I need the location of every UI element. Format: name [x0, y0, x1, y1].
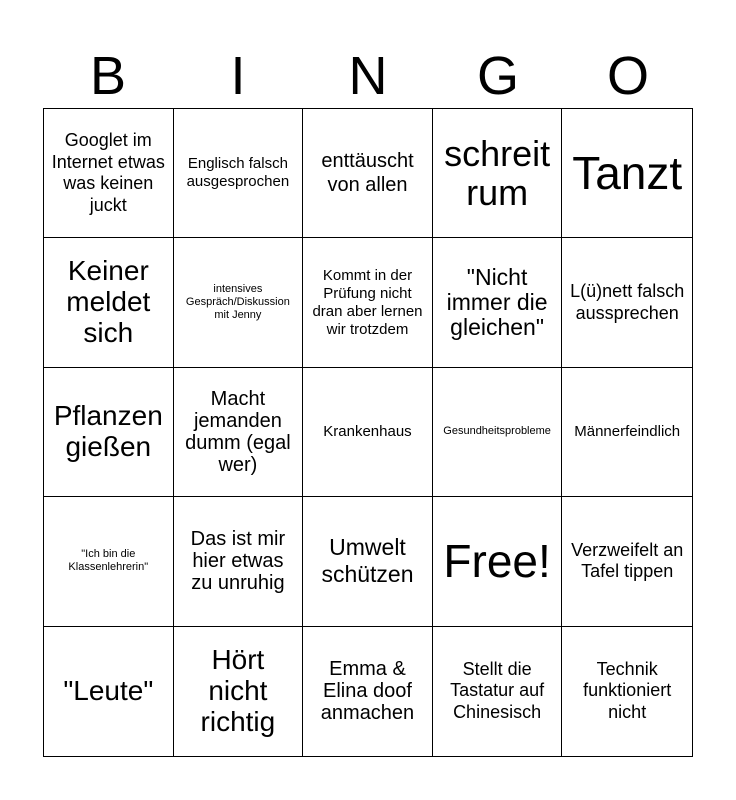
- bingo-header: [43, 44, 693, 108]
- bingo-cell[interactable]: Keiner meldet sich: [44, 238, 174, 367]
- header-letter-o: O: [606, 46, 649, 106]
- bingo-cell[interactable]: "Ich bin die Klassenlehrerin": [44, 497, 174, 626]
- header-letter-g: G: [476, 46, 519, 106]
- free-space-cell[interactable]: Free!: [433, 497, 563, 626]
- bingo-cell[interactable]: Stellt die Tastatur auf Chinesisch: [433, 627, 563, 756]
- bingo-cell[interactable]: Englisch falsch ausgesprochen: [174, 109, 304, 238]
- bingo-cell[interactable]: intensives Gespräch/Diskussion mit Jenny: [174, 238, 304, 367]
- bingo-cell[interactable]: "Nicht immer die gleichen": [433, 238, 563, 367]
- header-letter-i: I: [230, 46, 246, 106]
- bingo-cell[interactable]: Tanzt: [562, 109, 692, 238]
- bingo-cell[interactable]: Hört nicht richtig: [174, 627, 304, 756]
- bingo-cell[interactable]: Das ist mir hier etwas zu unruhig: [174, 497, 304, 626]
- header-letter-b: B: [89, 46, 127, 106]
- bingo-cell[interactable]: Krankenhaus: [303, 368, 433, 497]
- bingo-cell[interactable]: Männerfeindlich: [562, 368, 692, 497]
- bingo-cell[interactable]: Technik funktioniert nicht: [583, 658, 672, 723]
- header-letter-n: N: [348, 46, 388, 106]
- bingo-cell[interactable]: "Leute": [44, 627, 174, 756]
- bingo-cell[interactable]: schreit rum: [433, 109, 563, 238]
- bingo-cell[interactable]: L(ü)nett falsch aussprechen: [562, 238, 692, 367]
- bingo-cell[interactable]: Umwelt schützen: [303, 497, 433, 626]
- bingo-cell[interactable]: Macht jemanden dumm (egal wer): [174, 368, 304, 497]
- bingo-grid: [43, 108, 693, 757]
- bingo-cell[interactable]: Kommt in der Prüfung nicht dran aber lernen wir trotzdem: [303, 238, 433, 367]
- bingo-cell[interactable]: Googlet im Internet etwas was keinen juckt: [44, 109, 174, 238]
- bingo-cell[interactable]: Emma & Elina doof anmachen: [303, 627, 433, 756]
- bingo-cell[interactable]: Verzweifelt an Tafel tippen: [562, 497, 692, 626]
- bingo-cell[interactable]: Gesundheitsprobleme: [433, 368, 563, 497]
- bingo-cell[interactable]: Pflanzen gießen: [44, 368, 174, 497]
- bingo-cell[interactable]: enttäuscht von allen: [303, 109, 433, 238]
